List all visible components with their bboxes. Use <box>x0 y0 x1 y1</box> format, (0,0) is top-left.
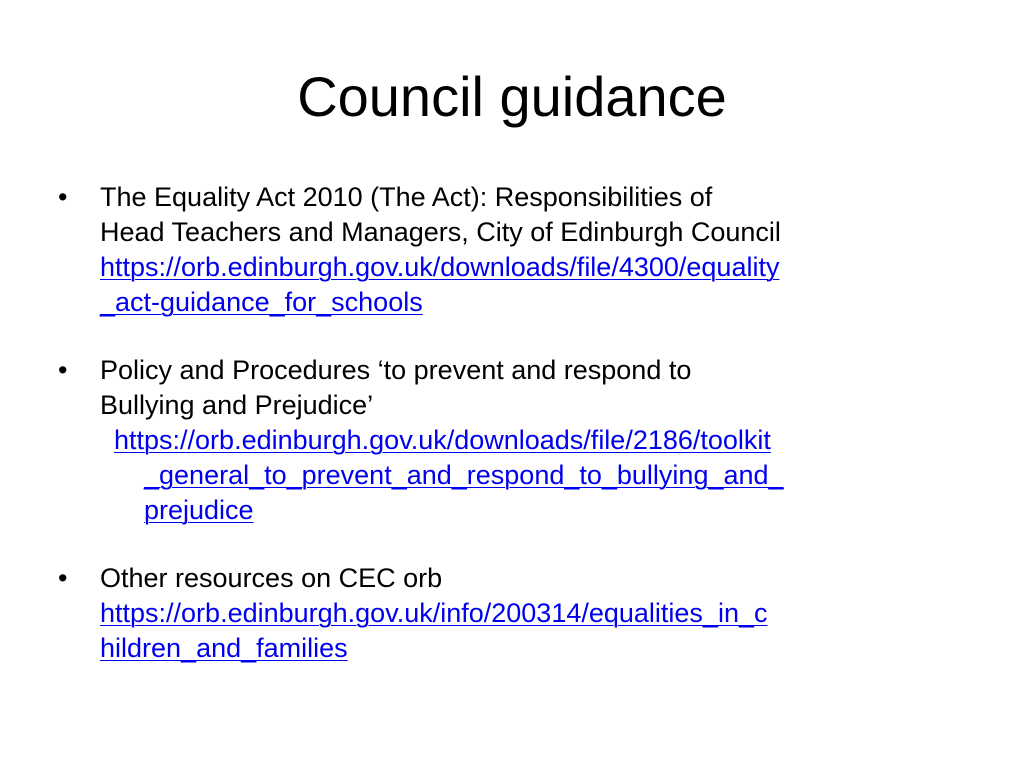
bullying-toolkit-link-wrap <box>144 493 976 528</box>
bullet-equality-act <box>56 180 976 320</box>
bullet-text-line: Policy and Procedures ‘to prevent and respond to <box>100 355 692 385</box>
bullet-list <box>56 180 976 666</box>
bullying-toolkit-link[interactable]: https://orb.edinburgh.gov.uk/downloads/file/2186/toolkit <box>114 425 771 455</box>
equalities-children-link[interactable]: https://orb.edinburgh.gov.uk/info/200314/equalities_in_c <box>100 598 768 628</box>
equalities-children-link[interactable]: hildren_and_families <box>100 633 348 663</box>
bullet-icon: • <box>58 355 68 385</box>
bullet-other-resources <box>56 561 976 666</box>
bullet-text-line: Head Teachers and Managers, City of Edinburgh Council <box>100 217 781 247</box>
bullying-toolkit-link[interactable]: _general_to_prevent_and_respond_to_bullying_and_ <box>144 460 784 490</box>
bullet-icon: • <box>58 182 68 212</box>
bullet-icon: • <box>58 563 68 593</box>
bullet-bullying-policy <box>56 353 976 528</box>
equality-act-link[interactable]: https://orb.edinburgh.gov.uk/downloads/file/4300/equality <box>100 252 780 282</box>
bullet-text-line: Other resources on CEC orb <box>100 563 443 593</box>
equalities-children-link-wrap <box>100 631 976 666</box>
bullet-text-line: The Equality Act 2010 (The Act): Responsibilities of <box>100 182 713 212</box>
bullying-toolkit-link[interactable]: prejudice <box>144 495 254 525</box>
bullet-text-line: Bullying and Prejudice’ <box>100 390 374 420</box>
slide-title: Council guidance <box>297 65 727 128</box>
equality-act-link[interactable]: _act-guidance_for_schools <box>100 287 423 317</box>
